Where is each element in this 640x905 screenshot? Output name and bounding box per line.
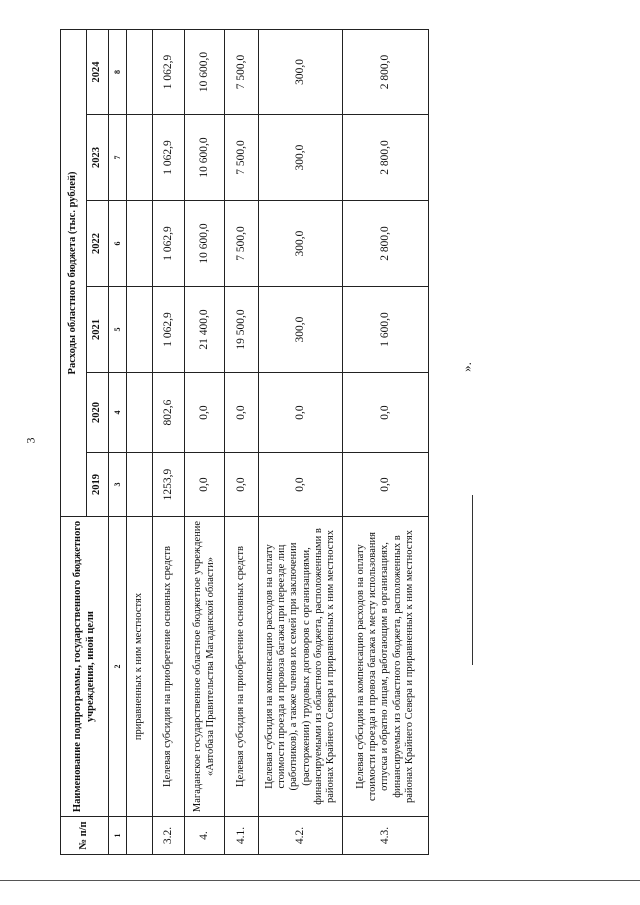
row-value: 0,0 (185, 453, 225, 517)
row-value: 7 500,0 (225, 115, 259, 201)
row-value: 10 600,0 (185, 201, 225, 287)
header-year: 2021 (87, 287, 109, 373)
index-cell: 3 (109, 453, 127, 517)
header-expenses: Расходы областного бюджета (тыс. рублей) (61, 29, 87, 516)
row-value: 0,0 (259, 453, 343, 517)
header-year: 2020 (87, 373, 109, 453)
row-value: 1 600,0 (343, 287, 429, 373)
index-cell: 4 (109, 373, 127, 453)
index-row (109, 29, 127, 854)
index-cell: 6 (109, 201, 127, 287)
index-cell: 5 (109, 287, 127, 373)
row-name: Целевая субсидия на приобретение основных средств (153, 517, 185, 817)
row-name: Магаданское государственное областное бюджетное учреждение «Автобаза Правительства Магаданской области» (185, 517, 225, 817)
row-value: 1 062,9 (153, 201, 185, 287)
row-value: 300,0 (259, 287, 343, 373)
index-cell: 2 (109, 517, 127, 817)
row-value: 300,0 (259, 201, 343, 287)
row-value (127, 287, 153, 373)
row-value: 19 500,0 (225, 287, 259, 373)
row-value: 2 800,0 (343, 29, 429, 114)
row-value: 10 600,0 (185, 29, 225, 114)
row-value (127, 201, 153, 287)
row-name: Целевая субсидия на приобретение основных средств (225, 517, 259, 817)
row-value: 1 062,9 (153, 115, 185, 201)
table-row (225, 29, 259, 854)
table-row (153, 29, 185, 854)
index-cell: 7 (109, 115, 127, 201)
row-value: 1253,9 (153, 453, 185, 517)
table-row (185, 29, 225, 854)
budget-table (60, 29, 429, 855)
closing-line (472, 495, 473, 665)
row-num: 4. (185, 817, 225, 855)
row-value: 0,0 (225, 373, 259, 453)
header-year: 2022 (87, 201, 109, 287)
closing-block (432, 355, 542, 385)
table-row (127, 29, 153, 854)
row-num: 4.2. (259, 817, 343, 855)
row-num: 4.1. (225, 817, 259, 855)
table-row (259, 29, 343, 854)
table-row (343, 29, 429, 854)
row-name: Целевая субсидия на компенсацию расходов на оплату стоимости проезда и провоза багажа при переезде лиц (работников), а также членов их семей при заключении (расторжении) трудовых договоров с организациями, финансируемыми из областного бюджета, расположенными в районах Крайнего Севера и приравненных к ним местностях (259, 517, 343, 817)
header-name: Наименование подпрограммы, государственного бюджетного учреждения, иной цели (61, 517, 109, 817)
row-num (127, 817, 153, 855)
row-value (127, 29, 153, 114)
row-value: 0,0 (259, 373, 343, 453)
row-value: 10 600,0 (185, 115, 225, 201)
row-value: 802,6 (153, 373, 185, 453)
header-year: 2023 (87, 115, 109, 201)
row-value: 300,0 (259, 29, 343, 114)
index-cell: 1 (109, 817, 127, 855)
row-value: 0,0 (185, 373, 225, 453)
row-value (127, 453, 153, 517)
row-value: 300,0 (259, 115, 343, 201)
row-value (127, 373, 153, 453)
row-value (127, 115, 153, 201)
row-num: 4.3. (343, 817, 429, 855)
index-cell: 8 (109, 29, 127, 114)
header-year: 2019 (87, 453, 109, 517)
row-value: 0,0 (225, 453, 259, 517)
row-value: 1 062,9 (153, 287, 185, 373)
row-name: Целевая субсидия на компенсацию расходов на оплату стоимости проезда и провоза багажа к месту использования отпуска и обратно лицам, работающим в организациях, финансируемых из областного бюджета, расположенных в районах Крайнего Севера и приравненных к ним местностях (343, 517, 429, 817)
row-value: 21 400,0 (185, 287, 225, 373)
row-value: 0,0 (343, 373, 429, 453)
page-number: 3 (23, 437, 38, 444)
closing-mark: ». (458, 362, 474, 372)
row-num: 3.2. (153, 817, 185, 855)
row-value: 7 500,0 (225, 29, 259, 114)
row-value: 2 800,0 (343, 115, 429, 201)
row-value: 1 062,9 (153, 29, 185, 114)
row-value: 0,0 (343, 453, 429, 517)
header-year: 2024 (87, 29, 109, 114)
row-name: приравненных к ним местностях (127, 517, 153, 817)
bottom-rule (0, 880, 640, 881)
budget-table-rotated (60, 30, 415, 855)
header-num: № п/п (61, 817, 109, 855)
row-value: 2 800,0 (343, 201, 429, 287)
row-value: 7 500,0 (225, 201, 259, 287)
